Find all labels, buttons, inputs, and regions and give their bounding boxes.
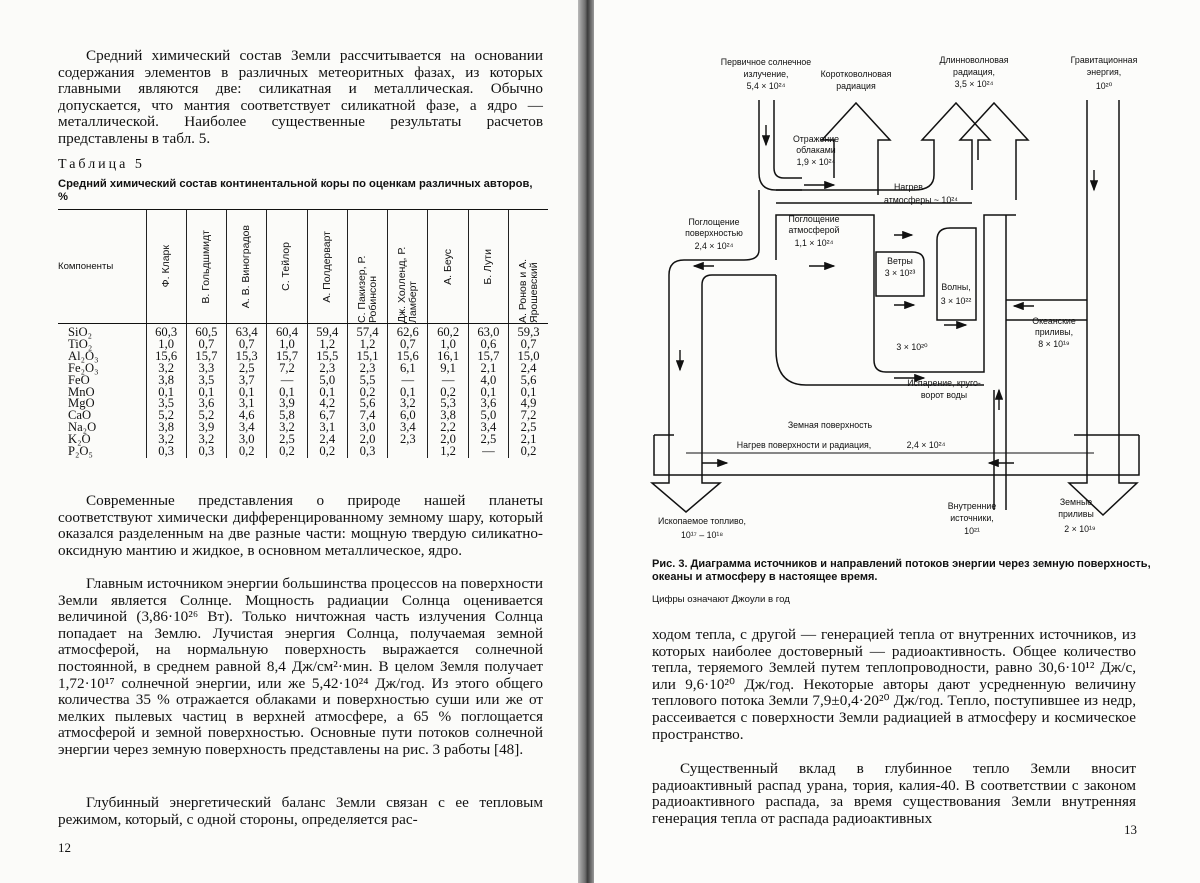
label-internal-sources-value: 10²¹ <box>964 526 980 536</box>
table-cell: 15,0 <box>517 348 540 363</box>
table-cell: 6,7 <box>319 408 336 423</box>
author-header-label: С. Тейлор <box>280 242 293 291</box>
author-header-label: Дж. Холленд, Р. Ламберт <box>395 246 419 323</box>
component-name: K₂O <box>68 432 91 447</box>
label-earth-tides-2: приливы <box>1058 509 1094 519</box>
table-cell: 3,9 <box>279 396 295 411</box>
intro-paragraph: Средний химический состав Земли рассчитывается на основании содержания элементов в различных метеоритных фазах, из которых главными являются две: силикатная и металлическая. Обычно допускается, что мантия соответствует силикатной фазе, а ядро — металлической. Наиболее существенные результаты расчетов представлены в табл. 5. <box>58 47 543 147</box>
label-earth-surface: Земная поверхность <box>787 420 873 430</box>
author-header <box>307 210 347 324</box>
table-cell: 15,7 <box>275 348 298 363</box>
table-cell: 2,5 <box>520 420 537 435</box>
table-cell: 0,6 <box>480 336 497 351</box>
author-header <box>468 210 508 324</box>
author-header <box>267 210 307 324</box>
component-header-label: Компоненты <box>58 260 114 272</box>
table-cell: 3,5 <box>198 372 215 387</box>
table-cell: 1,0 <box>279 336 295 351</box>
paragraph-4: Глубинный энергетический баланс Земли связан с ее тепловым режимом, который, с одной стороны, определяется рас- <box>58 794 543 828</box>
waves-box <box>937 228 976 320</box>
energy-flow-diagram <box>594 0 1200 560</box>
author-header <box>428 210 468 324</box>
table-cell: 3,0 <box>359 420 376 435</box>
table-cell: 3,8 <box>440 408 456 423</box>
label-longwave: Длинноволновая <box>939 55 1009 65</box>
page-number: 13 <box>1124 822 1137 837</box>
figure-caption: Рис. 3. Диаграмма источников и направлений потоков энергии через земную поверхность, океаны и атмосферу в настоящее время. <box>652 558 1151 583</box>
left-page <box>0 0 578 883</box>
table-cell: 5,2 <box>158 408 175 423</box>
table-cell: 3,2 <box>158 432 175 447</box>
label-evaporation: Испарение, круго- <box>907 378 981 388</box>
table-cell: 2,0 <box>359 432 376 447</box>
table-cell: 15,5 <box>316 348 339 363</box>
label-primary-solar-value: 5,4 × 10²⁴ <box>746 81 786 91</box>
table-cell: 5,0 <box>480 408 497 423</box>
table-cell: 3,8 <box>158 372 175 387</box>
table-cell: 0,3 <box>158 444 175 459</box>
value-column <box>186 324 226 458</box>
table-cell: 0,7 <box>399 336 416 351</box>
label-winds: Ветры <box>887 256 913 266</box>
table-cell: 1,2 <box>319 336 336 351</box>
table-cell: 9,1 <box>440 360 456 375</box>
label-cloud-reflection-2: облаками <box>796 145 836 155</box>
author-header-label: А. Беус <box>441 248 454 285</box>
label-surface-heat-value: 2,4 × 10²⁴ <box>906 440 946 450</box>
author-header-label: А. Ронов и А. Ярошевский <box>516 258 540 323</box>
value-column <box>428 324 468 458</box>
table-cell: 0,7 <box>520 336 537 351</box>
table-cell: 62,6 <box>396 325 419 339</box>
label-gravitational: Гравитационная <box>1070 55 1138 65</box>
table-cell: 2,1 <box>520 432 537 447</box>
value-column <box>468 324 508 458</box>
table-cell: 0,1 <box>399 384 416 399</box>
table-cell: 6,1 <box>399 360 416 375</box>
table-cell: 0,1 <box>238 384 255 399</box>
right-paragraph-2: Существенный вклад в глубинное тепло Земли вносит радиоактивный распад урана, тория, калия-40. В соответствии с законом радиоактивного распада, за время существования Земли внутренняя генерация тепла от распада радиоактивных <box>652 760 1136 827</box>
table-cell <box>388 446 427 458</box>
book-gutter <box>578 0 594 883</box>
label-longwave-2: радиация, <box>953 67 995 77</box>
table-cell: 0,7 <box>198 336 215 351</box>
diagram-labels <box>658 55 1138 540</box>
table-caption: Таблица 5 <box>58 157 145 172</box>
table-cell: 3,3 <box>198 360 215 375</box>
table-cell: 2,3 <box>319 360 336 375</box>
table-cell: 2,5 <box>480 432 497 447</box>
table-cell: 6,0 <box>399 408 416 423</box>
table-cell: 63,0 <box>477 325 500 339</box>
table-cell: 3,2 <box>158 360 175 375</box>
label-surface-heat: Нагрев поверхности и радиация, <box>736 440 872 450</box>
table-cell: — <box>401 372 415 387</box>
component-name: Fe₂O₃ <box>68 360 99 375</box>
label-earth-tides-value: 2 × 10¹⁹ <box>1064 524 1096 534</box>
table-cell: 60,3 <box>155 325 178 339</box>
label-shortwave-2: радиация <box>836 81 876 91</box>
table-cell: 59,4 <box>316 325 339 339</box>
table-cell: 4,2 <box>319 396 336 411</box>
label-longwave-value: 3,5 × 10²⁴ <box>954 79 994 89</box>
label-evaporation-2: ворот воды <box>920 390 968 400</box>
table-cell: 2,2 <box>440 420 456 435</box>
component-name: CaO <box>68 408 92 423</box>
table-cell: 2,4 <box>319 432 336 447</box>
author-header-label: Ф. Кларк <box>159 245 172 288</box>
label-atm-absorption: Поглощение <box>788 214 840 224</box>
table-row <box>58 324 548 458</box>
table-cell: 3,7 <box>238 372 255 387</box>
label-atm-absorption-value: 1,1 × 10²⁴ <box>794 238 834 248</box>
label-surface-absorption: Поглощение <box>688 217 740 227</box>
table-cell: 2,1 <box>480 360 497 375</box>
right-page <box>594 0 1200 883</box>
component-name: P₂O₅ <box>68 444 93 459</box>
table-cell: 7,4 <box>359 408 376 423</box>
table-cell: 15,3 <box>235 348 258 363</box>
label-atm-heating-value: атмосферы ~ 10²⁴ <box>884 195 958 205</box>
value-column <box>146 324 186 458</box>
label-fossil-fuel-value: 10¹⁷ – 10¹⁸ <box>680 530 724 540</box>
label-primary-solar-2: излучение, <box>743 69 789 79</box>
label-fossil-fuel: Ископаемое топливо, <box>658 516 746 526</box>
table-cell: 63,4 <box>235 325 258 339</box>
table-cell: 3,0 <box>238 432 255 447</box>
table-cell: 60,2 <box>437 325 460 339</box>
author-header <box>347 210 387 324</box>
table-cell: 3,9 <box>198 420 215 435</box>
table-cell: 15,7 <box>477 348 500 363</box>
table-cell: 3,4 <box>399 420 416 435</box>
table-cell: 3,1 <box>319 420 336 435</box>
table-cell: 5,6 <box>359 396 376 411</box>
table-cell: 3,4 <box>480 420 497 435</box>
table-cell: 0,2 <box>520 444 537 459</box>
label-atm-absorption-2: атмосферой <box>788 225 840 235</box>
table-title: Средний химический состав континентальной коры по оценкам различных авторов, % <box>58 178 533 203</box>
component-names <box>58 324 146 458</box>
component-name: MnO <box>68 384 95 399</box>
table-cell: 5,8 <box>279 408 295 423</box>
table-cell: 0,1 <box>520 384 537 399</box>
label-gravitational-2: энергия, <box>1086 67 1122 77</box>
table-cell: 5,0 <box>319 372 336 387</box>
table-cell: 0,1 <box>319 384 336 399</box>
table-cell: 3,8 <box>158 420 175 435</box>
label-gravitational-value: 10²⁰ <box>1095 81 1113 91</box>
table-cell: 0,2 <box>238 444 255 459</box>
value-column <box>227 324 267 458</box>
flow-channels <box>652 100 1139 515</box>
author-header-label: А. В. Виноградов <box>240 224 253 309</box>
value-column <box>307 324 347 458</box>
table-cell: — <box>280 372 294 387</box>
table-cell: 4,6 <box>238 408 255 423</box>
table-cell: 1,2 <box>440 444 456 459</box>
label-ocean-tides-value: 8 × 10¹⁹ <box>1038 339 1070 349</box>
composition-table <box>58 209 548 458</box>
table-cell: 2,5 <box>279 432 295 447</box>
table-cell: 3,4 <box>238 420 255 435</box>
table-cell: 2,3 <box>359 360 376 375</box>
author-header-label: В. Гольдшмидт <box>199 229 212 304</box>
component-name: Al₂O₃ <box>68 348 99 363</box>
table-cell: 1,2 <box>359 336 376 351</box>
table-cell: 3,5 <box>158 396 175 411</box>
label-shortwave: Коротковолновая <box>820 69 892 79</box>
table-cell: 0,2 <box>319 444 336 459</box>
table-cell: 3,6 <box>198 396 215 411</box>
table-cell: 2,0 <box>440 432 456 447</box>
table-cell: 4,9 <box>520 396 537 411</box>
table-cell: 1,0 <box>440 336 456 351</box>
label-primary-solar: Первичное солнечное <box>720 57 812 67</box>
table-cell: 5,6 <box>520 372 537 387</box>
component-name: Na₂O <box>68 420 97 435</box>
table-cell: 15,6 <box>155 348 178 363</box>
label-earth-tides: Земные <box>1059 497 1093 507</box>
table-cell: 16,1 <box>437 348 460 363</box>
author-header-label: А. Полдерварт <box>320 230 333 303</box>
table-cell: 3,2 <box>399 396 416 411</box>
table-cell: 3,6 <box>480 396 497 411</box>
table-cell: 0,2 <box>359 384 376 399</box>
right-paragraph-1: ходом тепла, с другой — генерацией тепла от внутренних источников, из которых наиболее достоверный — радиоактивность. Общее количество тепла, теряемого Землей путем теплопроводности, равно 30,6·10¹² Дж/с, или 9,6·10²⁰ Дж/год. Некоторые авторы дают усредненную величину теплового потока Земли 7,9±0,4·20²⁰ Дж/год. Тепло, поступившее из недр, рассеивается с поверхности Земли радиацией в атмосферу и космическое пространство. <box>652 626 1136 743</box>
label-cloud-reflection: Отражение <box>792 134 840 144</box>
value-column <box>509 324 548 458</box>
table-cell: 7,2 <box>279 360 295 375</box>
table-cell: 3,2 <box>279 420 295 435</box>
figure-caption-note: Цифры означают Джоули в год <box>652 594 790 605</box>
label-cloud-reflection-value: 1,9 × 10²⁴ <box>796 157 836 167</box>
table-cell: 0,1 <box>279 384 295 399</box>
label-internal-sources: Внутренние <box>947 501 997 511</box>
value-column <box>347 324 387 458</box>
table-cell: 3,1 <box>238 396 255 411</box>
table-cell: 2,4 <box>520 360 537 375</box>
table-cell: 0,2 <box>279 444 295 459</box>
table-cell: 59,3 <box>517 325 540 339</box>
table-header-row <box>58 210 548 324</box>
table-cell: 60,4 <box>275 325 298 339</box>
label-surface-absorption-value: 2,4 × 10²⁴ <box>694 241 734 251</box>
label-winds-value: 3 × 10²³ <box>884 268 916 278</box>
label-waves-value: 3 × 10²² <box>940 296 972 306</box>
label-waves: Волны, <box>941 282 971 292</box>
value-column <box>267 324 307 458</box>
page-number: 12 <box>58 840 71 855</box>
label-internal-sources-2: источники, <box>950 513 994 523</box>
label-surface-absorption-2: поверхностью <box>685 228 743 238</box>
author-header-label: Б. Лути <box>481 248 494 285</box>
component-name: FeO <box>68 372 90 387</box>
component-name: SiO₂ <box>68 325 92 339</box>
table-cell: 15,7 <box>195 348 218 363</box>
author-header <box>388 210 428 324</box>
table-cell: 5,3 <box>440 396 456 411</box>
value-column <box>388 324 428 458</box>
table-cell: 2,3 <box>399 432 416 447</box>
author-header-label: С. Пакизер, Р. Робинсон <box>355 255 379 323</box>
table-cell: 0,3 <box>359 444 376 459</box>
component-header <box>58 210 146 324</box>
table-cell: — <box>482 444 495 459</box>
table-cell: 0,1 <box>158 384 175 399</box>
table-cell: 2,5 <box>238 360 255 375</box>
label-atm-heating: Нагрев <box>894 182 923 192</box>
author-header <box>186 210 226 324</box>
table-cell: — <box>441 372 455 387</box>
table-cell: 1,0 <box>158 336 175 351</box>
table-cell: 4,0 <box>480 372 497 387</box>
label-ocean-tides: Океанские <box>1032 316 1076 326</box>
table-cell: 57,4 <box>356 325 379 339</box>
flow-direction-arrows <box>680 125 1094 463</box>
table-cell: 60,5 <box>195 325 218 339</box>
paragraph-2: Современные представления о природе нашей планеты соответствуют химически дифференцированному земному шару, который оказался разделенным на две разные части: мощную твердую силикатно-оксидную мантию и жидкое, в основном металлическое, ядро. <box>58 492 543 559</box>
table-cell: 0,1 <box>198 384 215 399</box>
table-cell: 0,3 <box>198 444 215 459</box>
table-cell: 5,2 <box>198 408 215 423</box>
table-cell: 5,5 <box>359 372 376 387</box>
author-header <box>146 210 186 324</box>
component-name: MgO <box>68 396 95 411</box>
component-name: TiO₂ <box>68 336 93 351</box>
paragraph-3: Главным источником энергии большинства процессов на поверхности Земли является Солнце. Мощность радиации Солнца оценивается величиной (3,86·10²⁶ Вт). Только ничтожная часть излучения Солнца попадает на Землю. Лучистая энергия Солнца, получаемая земной атмосферой, на нормальную поверхность выражается солнечной постоянной, в среднем равной 8,4 Дж/см²·мин. В целом Земля получает 1,72·10¹⁷ солнечной энергии, или же 5,42·10²⁴ Дж/год. Из этого общего количества 35 % отражается облаками и поверхностью суши или же от мелких пылевых частиц в верхней атмосфере, а 65 % поглощается атмосферой и земной поверхностью. Основные пути потоков солнечной энергии через земную поверхность представлены на рис. 3 работы [48]. <box>58 575 543 758</box>
author-header <box>509 210 548 324</box>
earth-surface-box <box>654 435 1139 475</box>
table-cell: 0,1 <box>480 384 497 399</box>
table-cell: 15,6 <box>396 348 419 363</box>
label-ocean-tides-2: приливы, <box>1034 327 1074 337</box>
author-header <box>227 210 267 324</box>
label-flux-3e20: 3 × 10²⁰ <box>896 342 928 352</box>
table-cell: 0,2 <box>440 384 456 399</box>
table-cell: 0,7 <box>238 336 255 351</box>
table-cell: 3,2 <box>198 432 215 447</box>
table-cell: 7,2 <box>520 408 537 423</box>
table-cell: 15,1 <box>356 348 379 363</box>
